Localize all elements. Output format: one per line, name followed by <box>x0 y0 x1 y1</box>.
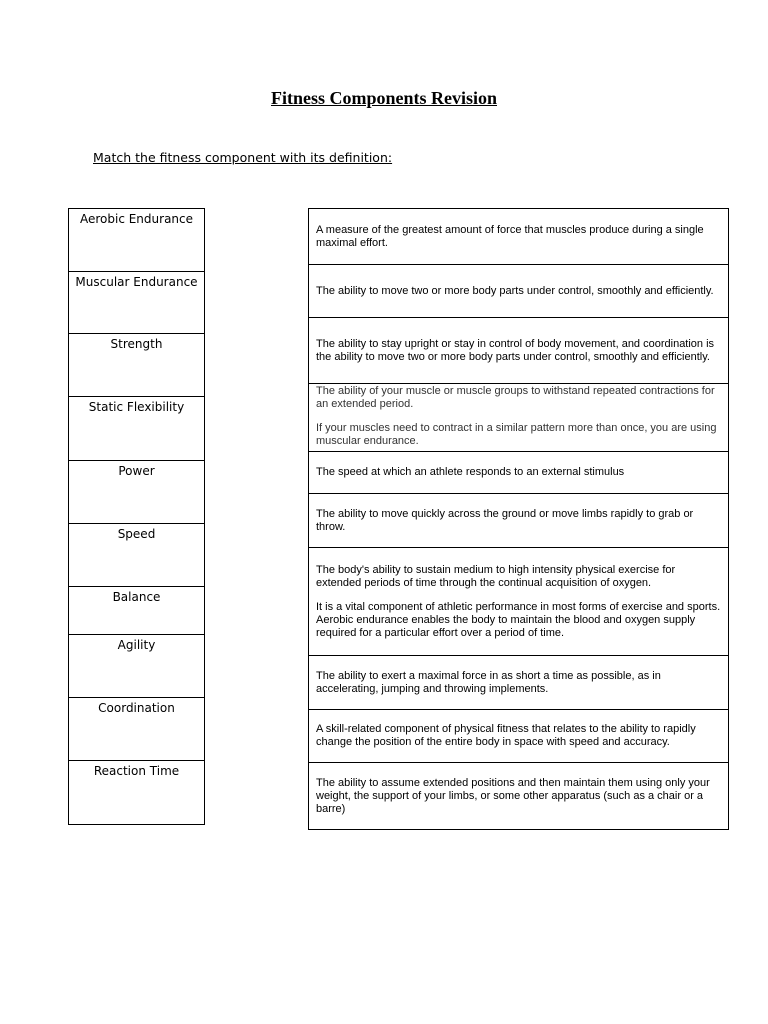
definition-text: A skill-related component of physical fitness that relates to the ability to rapidly change the position of the entire body in space with speed and accuracy. <box>316 723 696 748</box>
definition-text: A measure of the greatest amount of force that muscles produce during a single maximal effort. <box>316 223 704 249</box>
component-label: Strength <box>110 337 163 351</box>
component-cell <box>69 397 205 461</box>
instruction-text: Match the fitness component with its definition: <box>93 150 393 165</box>
component-label: Power <box>118 464 155 478</box>
definition-cell <box>309 318 729 384</box>
component-label: Speed <box>117 527 156 541</box>
component-cell <box>69 635 205 698</box>
component-label: Coordination <box>98 701 175 715</box>
component-label: Muscular Endurance <box>75 275 198 289</box>
definition-text: The ability to move two or more body parts under control, smoothly and efficiently. <box>316 284 714 297</box>
definition-cell <box>309 494 729 548</box>
definition-cell <box>309 452 729 494</box>
definition-cell <box>309 656 729 710</box>
component-label: Balance <box>112 590 161 604</box>
page-title: Fitness Components Revision <box>270 88 498 108</box>
component-label: Static Flexibility <box>88 400 185 414</box>
definition-text: The ability to move quickly across the ground or move limbs rapidly to grab or throw. <box>316 507 694 533</box>
component-label: Aerobic Endurance <box>79 212 194 226</box>
component-cell <box>69 761 205 825</box>
definition-cell <box>309 209 729 265</box>
definition-text: The speed at which an athlete responds to an external stimulus <box>316 466 625 478</box>
definition-text: The ability to assume extended positions and then maintain them using only your weight, the support of your limbs, or some other apparatus (such as a chair or a barre) <box>316 776 710 815</box>
component-cell <box>69 334 205 397</box>
definition-cell <box>309 763 729 830</box>
component-cell <box>69 272 205 334</box>
component-label: Reaction Time <box>93 764 180 778</box>
definition-text: The body's ability to sustain medium to high intensity physical exercise for extended periods of time through the continual acquisition of oxygen. <box>316 563 676 589</box>
definition-cell <box>309 384 729 452</box>
definition-text: It is a vital component of athletic performance in most forms of exercise and sports. Aerobic endurance enables the body to maintain the blood and oxygen supply required for a particular effort over a period of time. <box>316 600 721 639</box>
definition-text: The ability to exert a maximal force in as short a time as possible, as in accelerating, jumping and throwing implements. <box>316 669 661 695</box>
components-table <box>68 208 205 825</box>
definition-text: The ability of your muscle or muscle groups to withstand repeated contractions for an extended period. <box>316 385 715 410</box>
definition-cell <box>309 710 729 763</box>
definition-cell <box>309 265 729 318</box>
definitions-table <box>308 208 729 830</box>
component-cell <box>69 698 205 761</box>
definition-text: If your muscles need to contract in a similar pattern more than once, you are using muscular endurance. <box>316 422 717 447</box>
component-cell <box>69 461 205 524</box>
definition-cell <box>309 548 729 656</box>
component-cell <box>69 524 205 587</box>
component-label: Agility <box>117 638 156 652</box>
component-cell <box>69 587 205 635</box>
component-cell <box>69 209 205 272</box>
definition-text: The ability to stay upright or stay in control of body movement, and coordination is the ability to move two or more body parts under control, smoothly and efficiently. <box>316 337 715 363</box>
